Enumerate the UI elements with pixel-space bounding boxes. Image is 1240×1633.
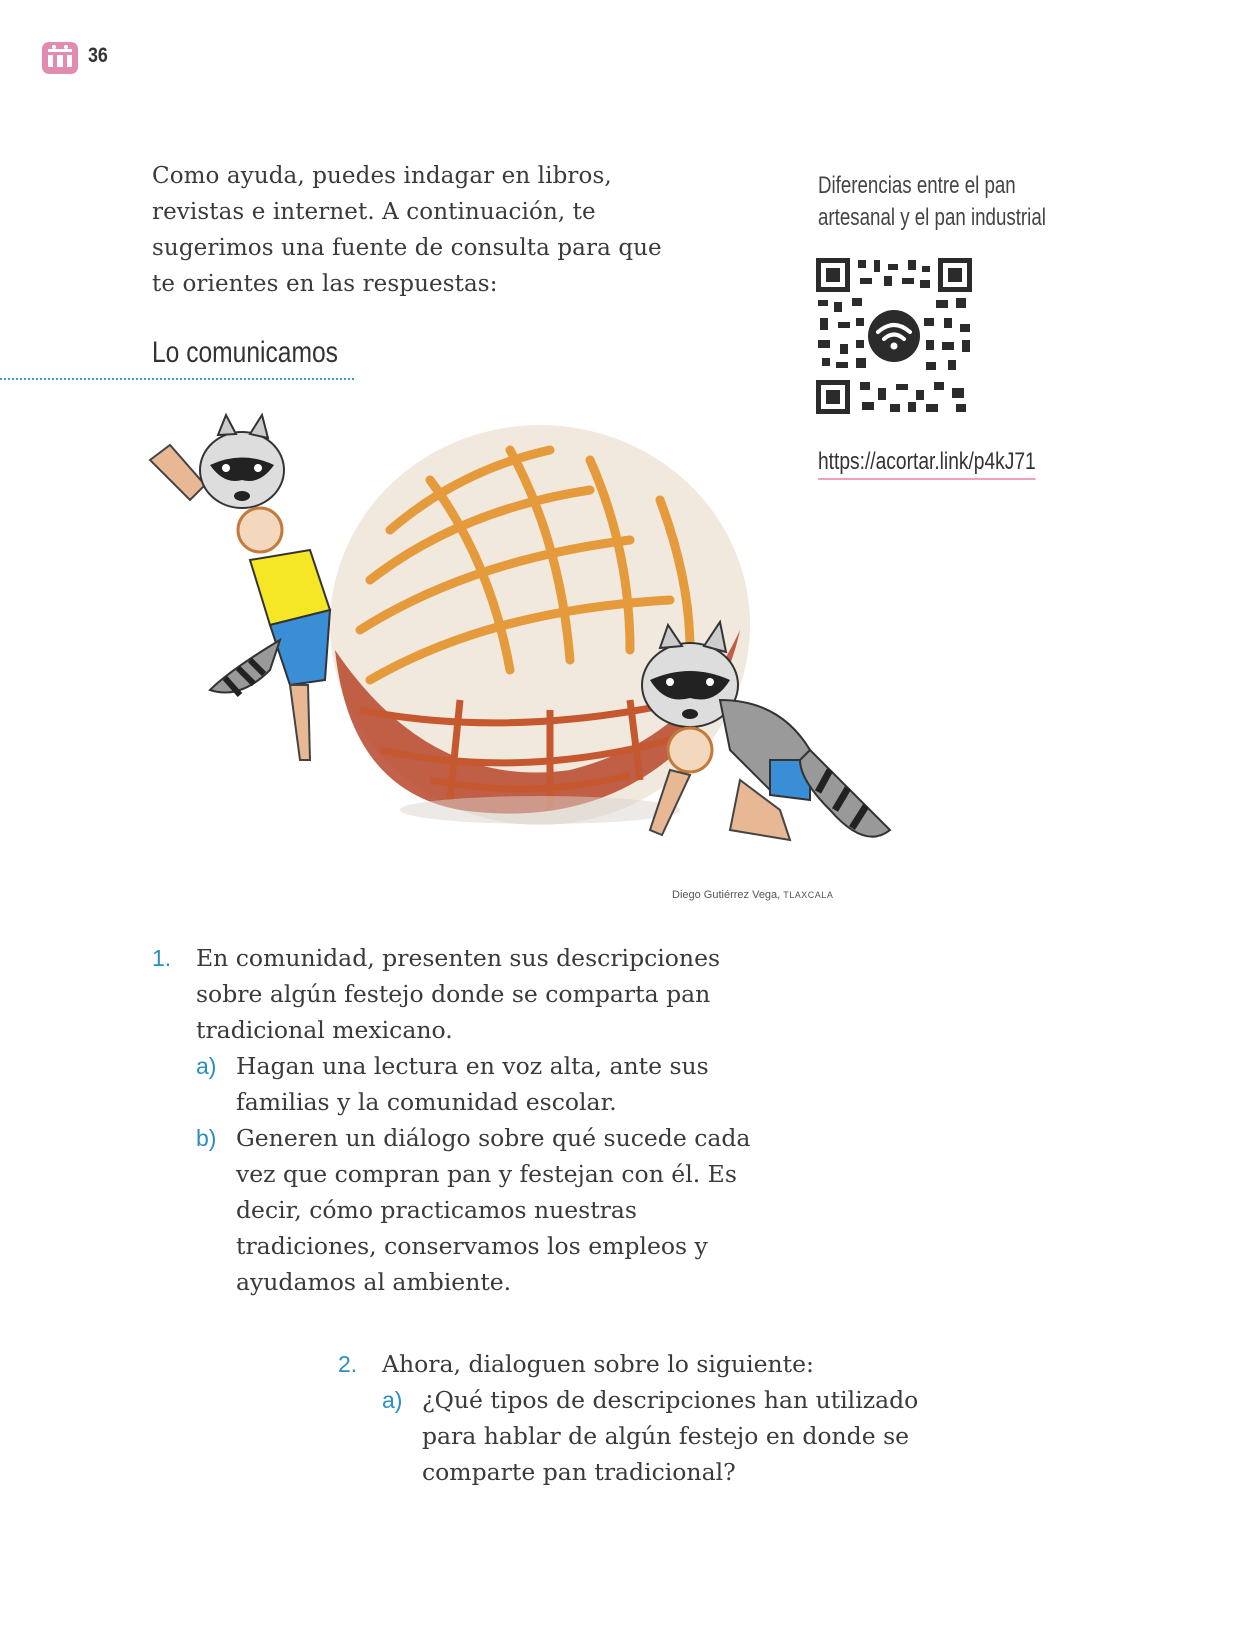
- credit-name: Diego Gutiérrez Vega,: [672, 889, 781, 901]
- question-1-number: 1.: [152, 945, 172, 971]
- question-1-item-a-letter: a): [196, 1053, 217, 1079]
- page-number: 36: [88, 44, 108, 67]
- question-1-item-b: [196, 1120, 772, 1300]
- question-1-item-a: [196, 1048, 772, 1120]
- resource-link[interactable]: https://acortar.link/p4kJ71: [818, 448, 1036, 480]
- illustration-credit: [672, 889, 833, 901]
- resource-title: Diferencias entre el pan artesanal y el pan industrial: [818, 172, 1046, 231]
- question-2-item-a-letter: a): [382, 1387, 403, 1413]
- page-badge-icon: [42, 42, 78, 74]
- question-1-item-a-text: Hagan una lectura en voz alta, ante sus familias y la comunidad escolar.: [236, 1052, 709, 1116]
- question-2-item-a-text: ¿Qué tipos de descripciones han utilizado para hablar de algún festejo en donde se comparte pan tradicional?: [422, 1386, 919, 1486]
- section-heading: Lo comunicamos: [152, 336, 338, 369]
- question-2-item-a: [382, 1382, 958, 1490]
- question-1-item-b-text: Generen un diálogo sobre qué sucede cada vez que compran pan y festejan con él. Es decir, cómo practicamos nuestras tradiciones, conservamos los empleos y ayudamos al ambiente.: [236, 1124, 751, 1296]
- concha-raccoons-illustration: [130, 410, 910, 885]
- question-2: [338, 1346, 958, 1490]
- question-2-number: 2.: [338, 1351, 358, 1377]
- question-1: [152, 940, 772, 1300]
- credit-place: TLAXCALA: [783, 890, 834, 900]
- question-1-item-b-letter: b): [196, 1125, 217, 1151]
- question-2-text: Ahora, dialoguen sobre lo siguiente:: [382, 1350, 814, 1378]
- question-1-text: En comunidad, presenten sus descripciones sobre algún festejo donde se comparta pan tradicional mexicano.: [196, 944, 721, 1044]
- intro-paragraph: Como ayuda, puedes indagar en libros, revistas e internet. A continuación, te sugerimos una fuente de consulta para que te orientes en las respuestas:: [152, 163, 662, 297]
- heading-divider: [0, 378, 354, 380]
- qr-code-icon[interactable]: [816, 258, 972, 414]
